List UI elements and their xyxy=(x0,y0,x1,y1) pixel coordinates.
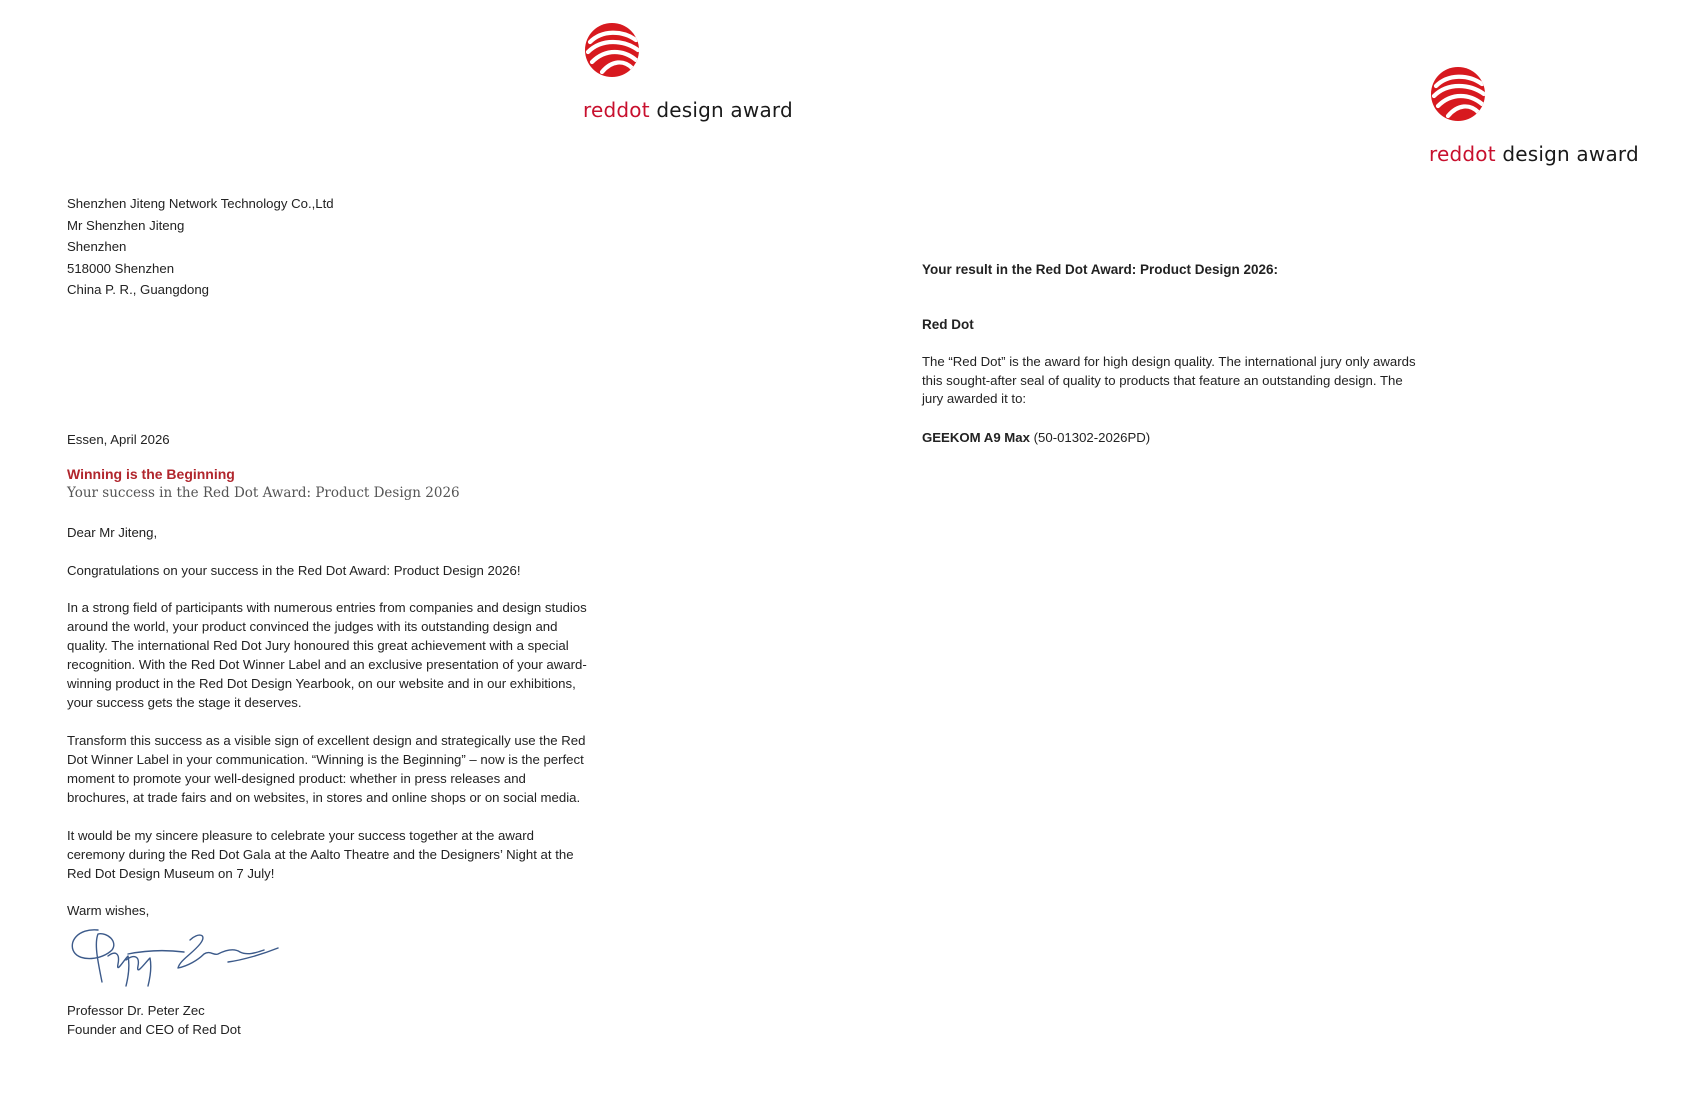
closing: Warm wishes, xyxy=(67,903,150,918)
letter-paragraph: It would be my sincere pleasure to celebrate your success together at the award ceremony during the Red Dot Gala at the Aalto Theatre and the Designers’ Night at the Red Dot Design Museum on 7 July! xyxy=(67,828,574,881)
letter-headline: Winning is the Beginning xyxy=(67,466,235,482)
logo-wordmark xyxy=(583,98,793,122)
result-heading: Your result in the Red Dot Award: Product Design 2026: xyxy=(922,262,1279,277)
result-page xyxy=(900,0,1683,1100)
logo-word-red: reddot xyxy=(1429,142,1496,166)
award-description: The “Red Dot” is the award for high design quality. The international jury only awards this sought-after seal of quality to products that feature an outstanding design. The jury awarded it to: xyxy=(922,354,1416,406)
red-dot-emblem-icon xyxy=(1430,66,1486,122)
address-line: 518000 Shenzhen xyxy=(67,260,175,276)
logo-word-red: reddot xyxy=(583,98,650,122)
product-name: GEEKOM A9 Max xyxy=(922,430,1030,445)
logo-word-rest: design award xyxy=(1495,142,1639,166)
address-line: China P. R., Guangdong xyxy=(67,282,209,297)
award-name: Red Dot xyxy=(922,317,974,332)
letter-subheadline: Your success in the Red Dot Award: Product Design 2026 xyxy=(67,485,460,501)
signature-image xyxy=(68,920,288,990)
red-dot-emblem-icon xyxy=(584,22,640,78)
signer-name: Professor Dr. Peter Zec xyxy=(67,1003,205,1018)
address-line: Shenzhen Jiteng Network Technology Co.,Ltd xyxy=(67,196,334,211)
red-dot-logo xyxy=(583,22,793,122)
salutation: Dear Mr Jiteng, xyxy=(67,525,158,540)
letter-paragraph: In a strong field of participants with numerous entries from companies and design studios around the world, your product convinced the judges with its outstanding design and quality. The international Red Dot Jury honoured this great achievement with a special recognition. With the Red Dot Winner Label and an exclusive presentation of your award-winning product in the Red Dot Design Yearbook, on our website and in our exhibitions, your success gets the stage it deserves. xyxy=(67,600,587,710)
awarded-product xyxy=(922,428,1150,447)
product-id: (50-01302-2026PD) xyxy=(1029,430,1151,445)
recipient-address xyxy=(67,193,334,301)
logo-wordmark xyxy=(1429,142,1639,166)
letter-date: Essen, April 2026 xyxy=(67,432,170,447)
logo-word-rest: design award xyxy=(649,98,793,122)
signer-title: Founder and CEO of Red Dot xyxy=(67,1022,241,1037)
letter-paragraph: Congratulations on your success in the Red Dot Award: Product Design 2026! xyxy=(67,563,521,578)
letter-paragraph: Transform this success as a visible sign of excellent design and strategically use the Red Dot Winner Label in your communication. “Winning is the Beginning” – now is the perfect moment to promote your well-designed product: whether in press releases and brochures, at trade fairs and on websites, in stores and online shops or on social media. xyxy=(67,733,586,805)
red-dot-logo xyxy=(1429,66,1639,166)
address-line: Shenzhen xyxy=(67,239,127,254)
address-line: Mr Shenzhen Jiteng xyxy=(67,217,185,233)
